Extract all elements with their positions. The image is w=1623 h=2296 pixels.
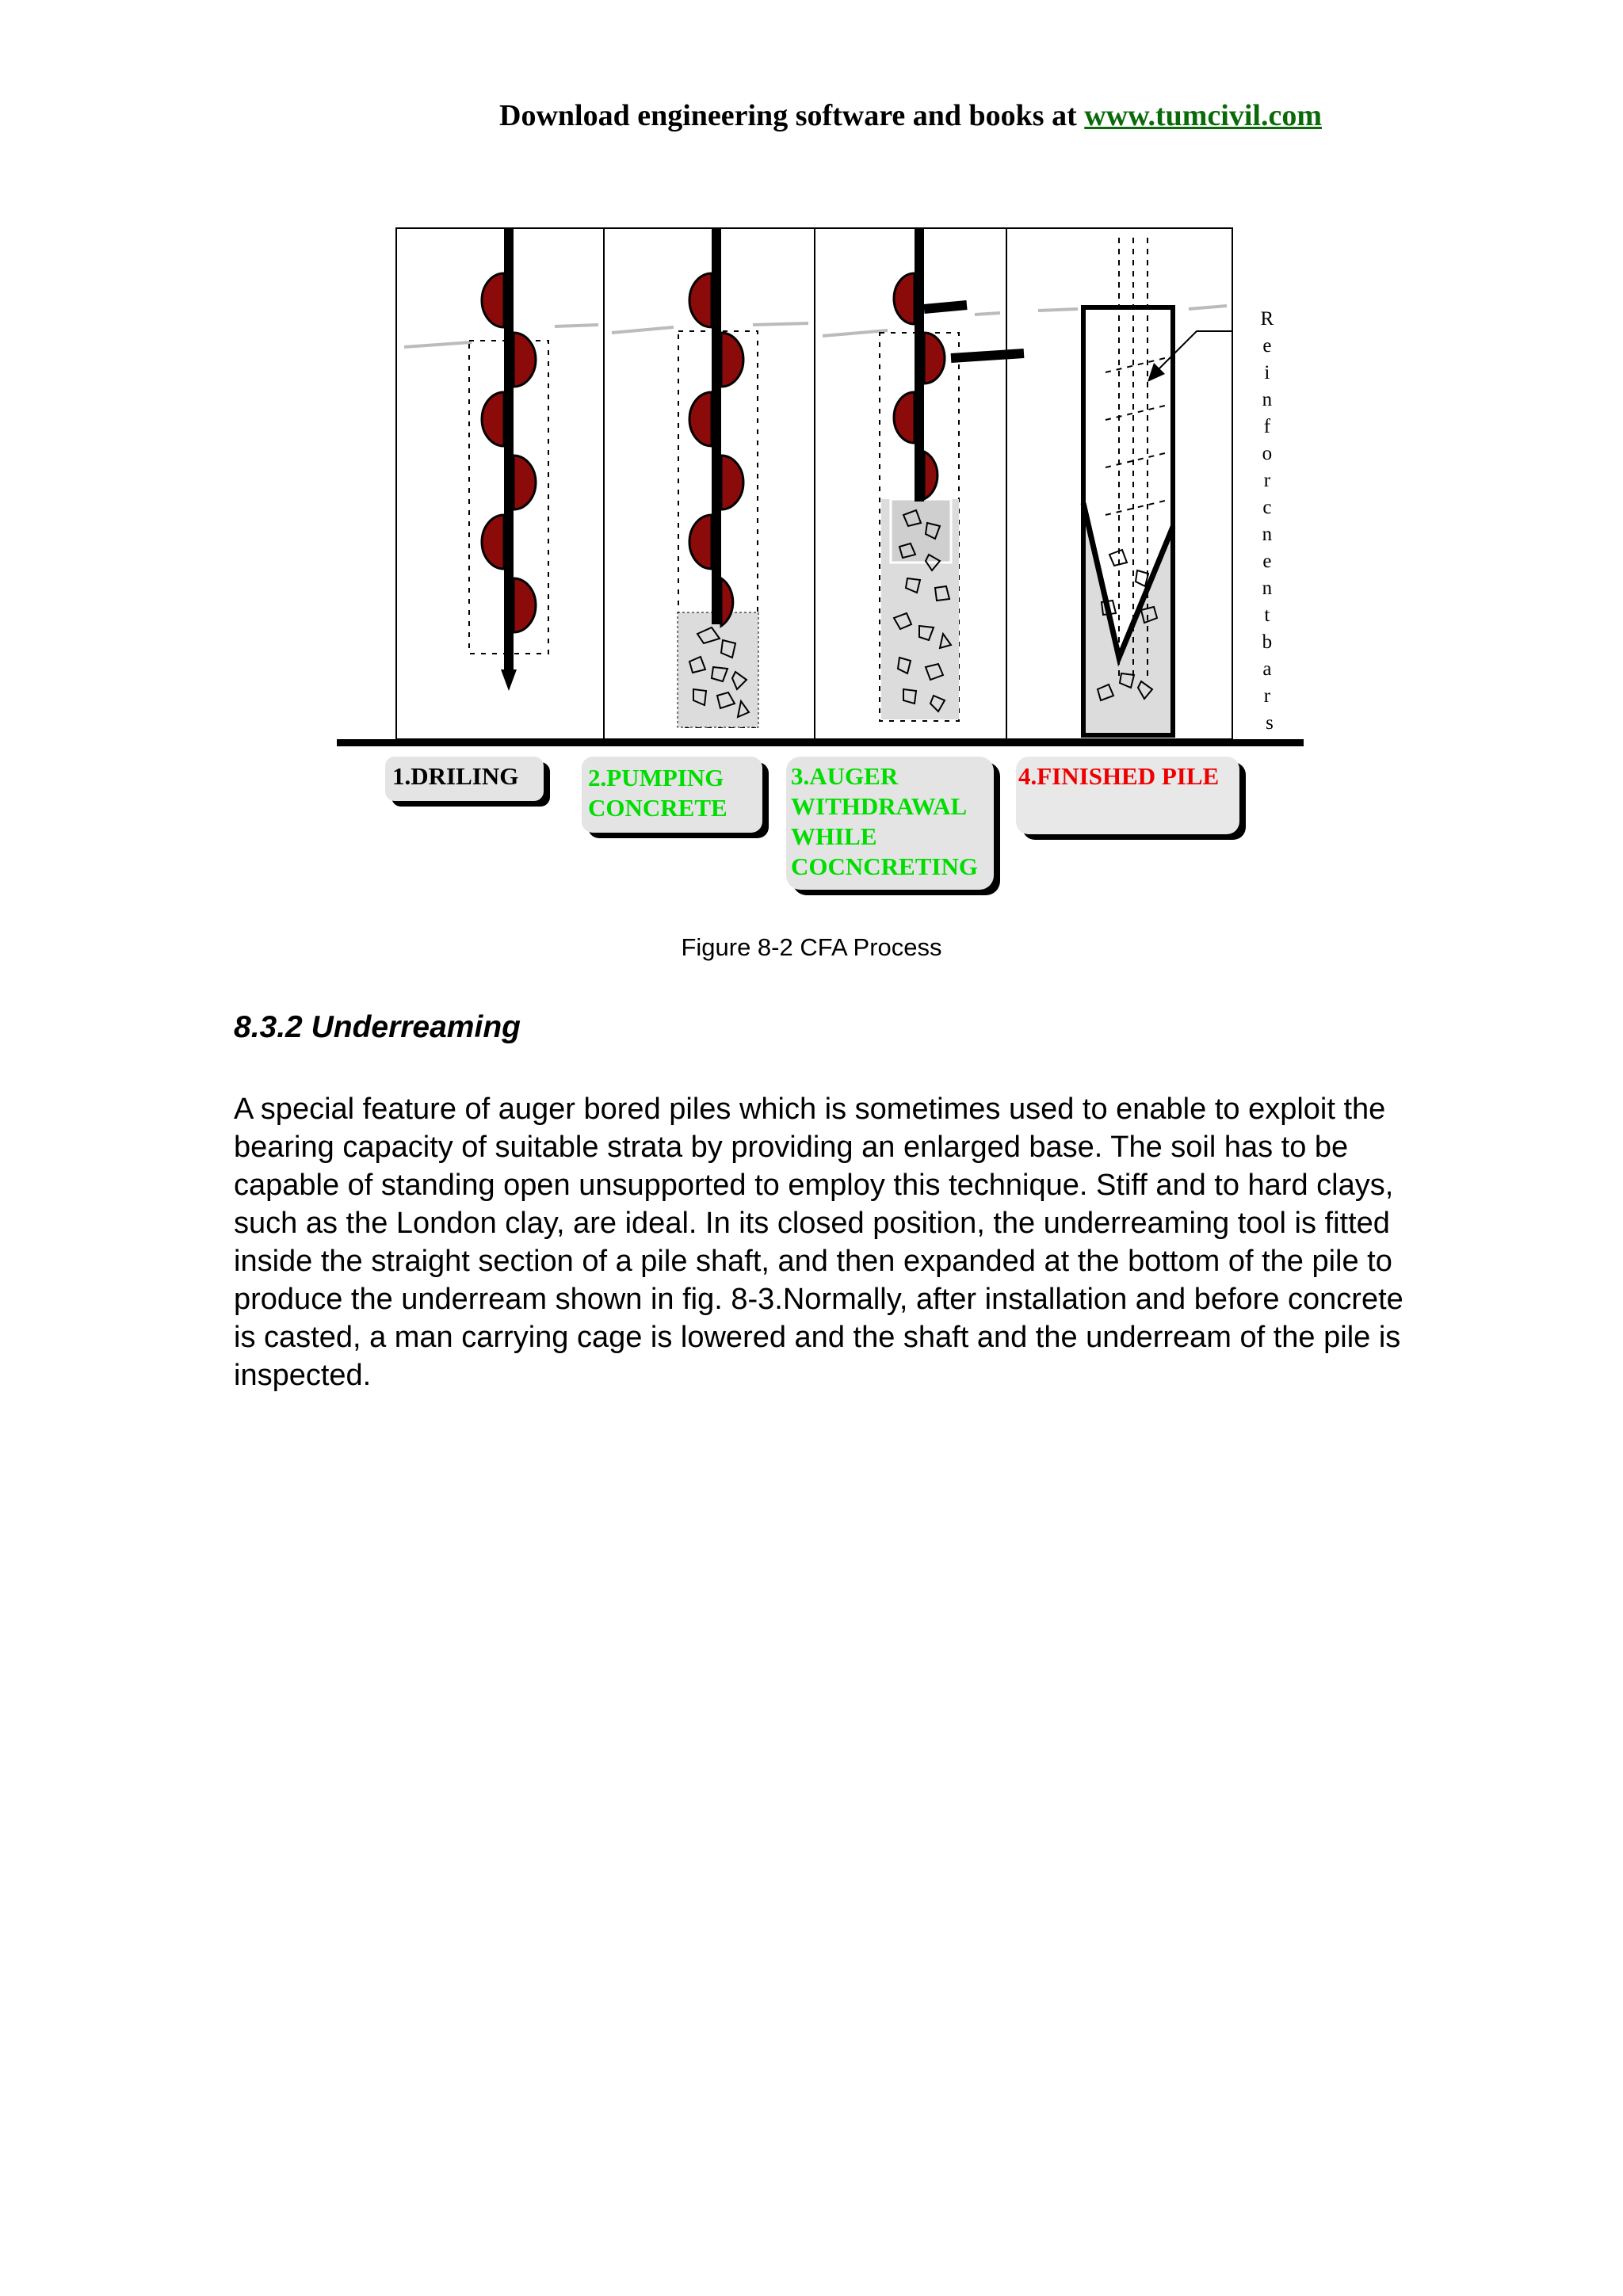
stage-2-line-1: 2.PUMPING xyxy=(588,764,724,791)
auger-tip-1 xyxy=(501,669,517,691)
stage-3-line-1: 3.AUGER xyxy=(791,762,899,790)
stage-label-4 xyxy=(1016,757,1246,840)
figure-caption: Figure 8-2 CFA Process xyxy=(681,933,942,961)
stage-1-line-1: 1.DRILING xyxy=(392,762,519,790)
concrete-fill-4 xyxy=(1083,503,1173,735)
stage-3-line-4: COCNCRETING xyxy=(791,852,978,880)
stage-label-1 xyxy=(385,757,550,807)
stage-2-line-2: CONCRETE xyxy=(588,794,727,822)
auger-pumping xyxy=(678,228,758,727)
svg-text:4.FINISHED PILE xyxy=(1018,762,1219,790)
concrete-top-3 xyxy=(891,499,951,563)
concrete-pipe-2 xyxy=(951,353,1024,358)
concrete-pipe-1 xyxy=(924,305,967,309)
header-link[interactable]: www.tumcivil.com xyxy=(1084,99,1322,132)
stage-4-line-1: 4.FINISHED PILE xyxy=(1018,762,1220,790)
rebar-leader-line xyxy=(1155,331,1232,372)
stage-3-line-2: WITHDRAWAL xyxy=(791,792,966,820)
auger-stem-2 xyxy=(712,228,721,624)
cfa-process-figure xyxy=(0,0,1623,919)
svg-text:1.DRILING xyxy=(392,762,518,790)
stage-label-2 xyxy=(582,757,769,838)
auger-withdrawal xyxy=(880,228,1024,721)
stage-3-line-3: WHILE xyxy=(791,822,877,850)
rebar-label: R e i n f o r c n e n t b a r s xyxy=(1260,308,1274,734)
section-paragraph: A special feature of auger bored piles which is sometimes used to enable to exploit the bearing capacity of suitable strata by providing an enlarged base. The soil has to be capable of standing open unsupported to employ this technique. Stiff and to hard clays, such as the London clay, are ideal. In its closed position, the underreaming tool is fitted inside the straight section of a pile shaft, and then expanded at the bottom of the pile to produce the underream shown in fig. 8-3.Normally, after installation and before concrete is casted, a man carrying cage is lowered and the shaft and the underream of the pile is inspected. xyxy=(234,1093,1403,1392)
auger-stem-3 xyxy=(915,228,924,502)
auger-stem-1 xyxy=(504,228,514,672)
ground-baseline xyxy=(337,739,1304,746)
finished-pile xyxy=(1083,238,1278,735)
header-text: Download engineering software and books at xyxy=(499,99,1085,132)
auger-drilling xyxy=(469,228,548,691)
section-title: 8.3.2 Underreaming xyxy=(234,1010,521,1044)
stage-label-3 xyxy=(786,757,1000,895)
concrete-fill-2 xyxy=(678,612,758,727)
